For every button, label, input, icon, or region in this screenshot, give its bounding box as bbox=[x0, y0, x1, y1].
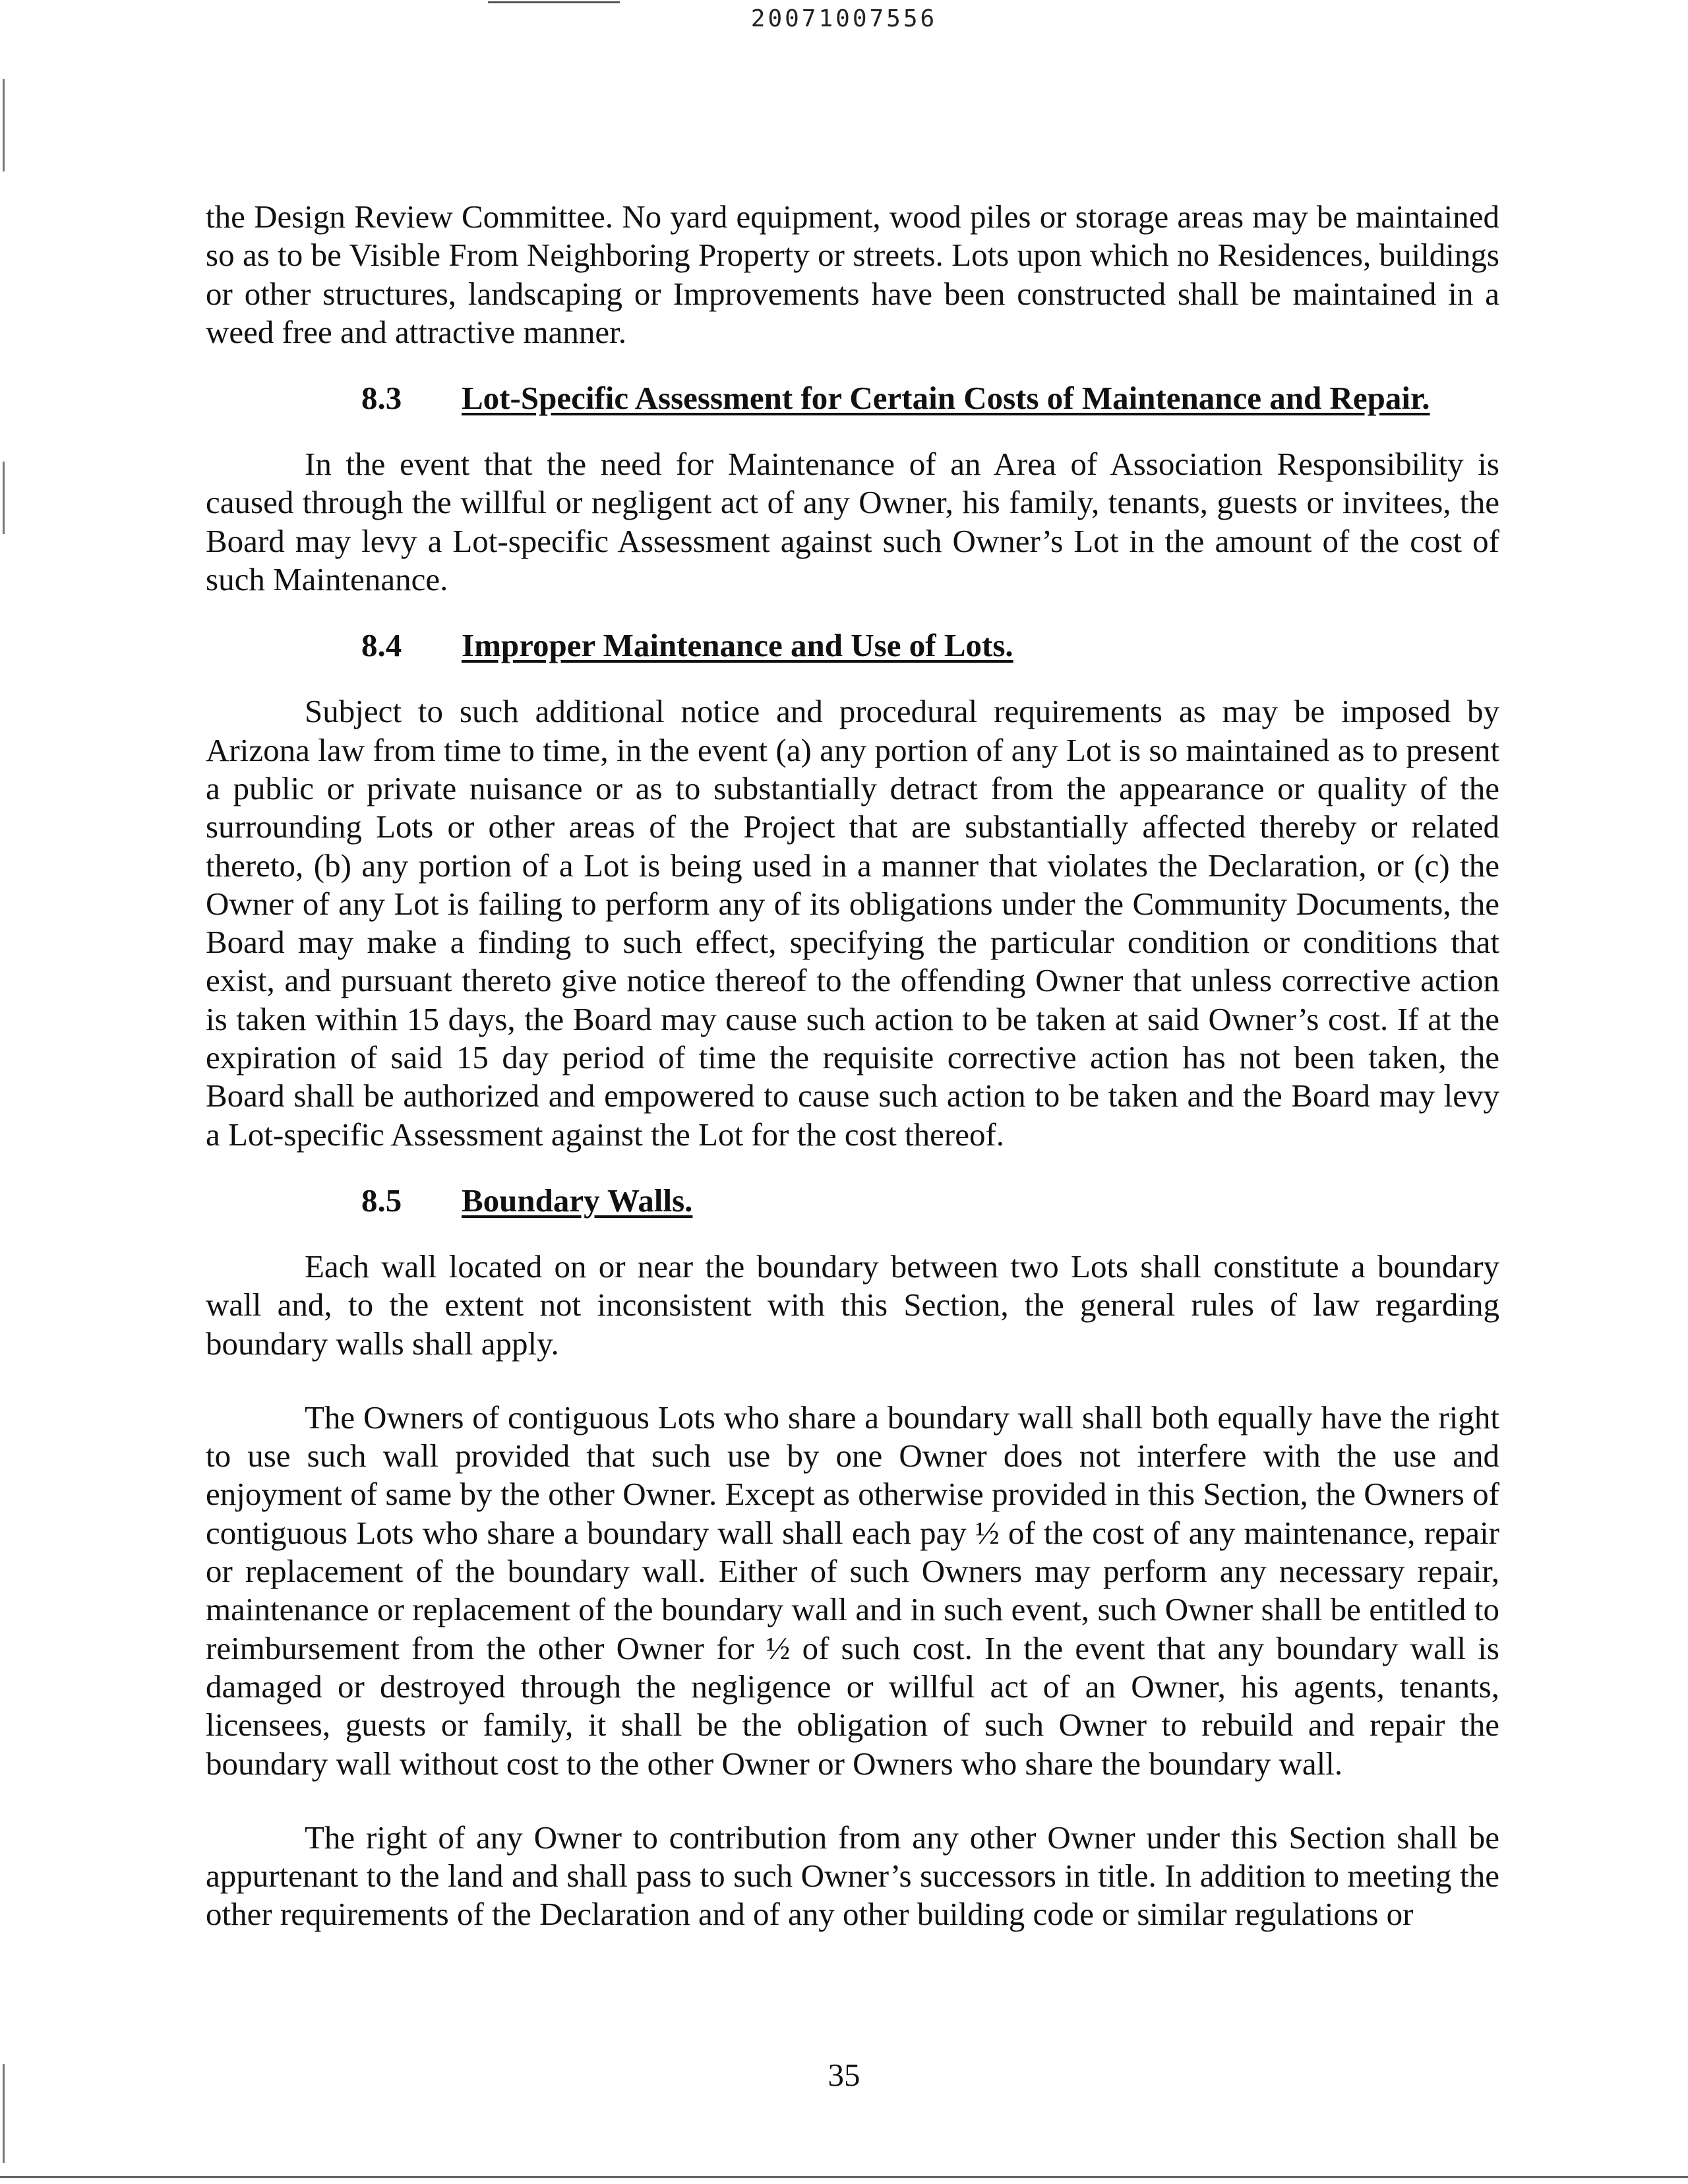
page-body bbox=[206, 198, 1499, 1934]
paragraph-improper-maintenance: Subject to such additional notice and procedural requirements as may be imposed by Arizona law from time to time, in the event (a) any portion of any Lot is so maintained as to present a public or private nuisance or as to substantially detract from the appearance or quality of the surrounding Lots or other areas of the Project that are substantially affected thereby or related thereto, (b) any portion of a Lot is being used in a manner that violates the Declaration, or (c) the Owner of any Lot is failing to perform any of its obligations under the Community Documents, the Board may make a finding to such effect, specifying the particular condition or conditions that exist, and pursuant thereto give notice thereof to the offending Owner that unless corrective action is taken within 15 days, the Board may cause such action to be taken at said Owner’s cost. If at the expiration of said 15 day period of time the requisite corrective action has not been taken, the Board shall be authorized and empowered to cause such action to be taken and the Board may levy a Lot-specific Assessment against the Lot for the cost thereof. bbox=[206, 693, 1499, 1153]
section-number: 8.4 bbox=[361, 627, 402, 664]
scan-top-rule bbox=[488, 1, 620, 3]
paragraph-design-review: the Design Review Committee. No yard equipment, wood piles or storage areas may be maintained so as to be Visible From Neighboring Property or streets. Lots upon which no Residences, buildings or other structures, landscaping or Improvements have been constructed shall be maintained in a weed free and attractive manner. bbox=[206, 198, 1499, 350]
scan-bottom-rule bbox=[0, 2176, 1688, 2178]
paragraph-boundary-wall-use: The Owners of contiguous Lots who share a boundary wall shall both equally have the right to use such wall provided that such use by one Owner does not interfere with the use and enjoyment of same by the other Owner. Except as otherwise provided in this Section, the Owners of contiguous Lots who share a boundary wall shall each pay ½ of the cost of any maintenance, repair or replacement of the boundary wall. Either of such Owners may perform any necessary repair, maintenance or replacement of the boundary wall and in such event, such Owner shall be entitled to reimbursement from the other Owner for ½ of such cost. In the event that any boundary wall is damaged or destroyed through the negligence or willful act of an Owner, his agents, tenants, licensees, guests or family, it shall be the obligation of such Owner to rebuild and repair the boundary wall without cost to the other Owner or Owners who share the boundary wall. bbox=[206, 1399, 1499, 1782]
section-heading-8-5 bbox=[206, 1182, 1499, 1220]
document-number: 20071007556 bbox=[750, 5, 938, 32]
section-title: Lot-Specific Assessment for Certain Costs of Maintenance and Repair. bbox=[462, 380, 1430, 417]
paragraph-lot-specific-assessment: In the event that the need for Maintenance of an Area of Association Responsibility is caused through the willful or negligent act of any Owner, his family, tenants, guests or invitees, the Board may levy a Lot-specific Assessment against such Owner’s Lot in the amount of the cost of such Maintenance. bbox=[206, 446, 1499, 598]
section-number: 8.5 bbox=[361, 1182, 402, 1219]
scan-edge-mark bbox=[3, 79, 5, 171]
paragraph-contribution-rights: The right of any Owner to contribution from any other Owner under this Section shall be appurtenant to the land and shall pass to such Owner’s successors in title. In addition to meeting the other requirements of the Declaration and of any other building code or similar regulations or bbox=[206, 1819, 1499, 1933]
section-number: 8.3 bbox=[361, 380, 402, 417]
section-heading-8-3 bbox=[206, 379, 1499, 417]
section-heading-8-4 bbox=[206, 626, 1499, 665]
page-number: 35 bbox=[828, 2057, 860, 2093]
paragraph-boundary-wall-definition: Each wall located on or near the boundary between two Lots shall constitute a boundary wall and, to the extent not inconsistent with this Section, the general rules of law regarding boundary walls shall apply. bbox=[206, 1248, 1499, 1362]
scan-edge-mark bbox=[3, 462, 5, 534]
section-title: Improper Maintenance and Use of Lots. bbox=[462, 627, 1013, 664]
section-title: Boundary Walls. bbox=[462, 1182, 693, 1219]
